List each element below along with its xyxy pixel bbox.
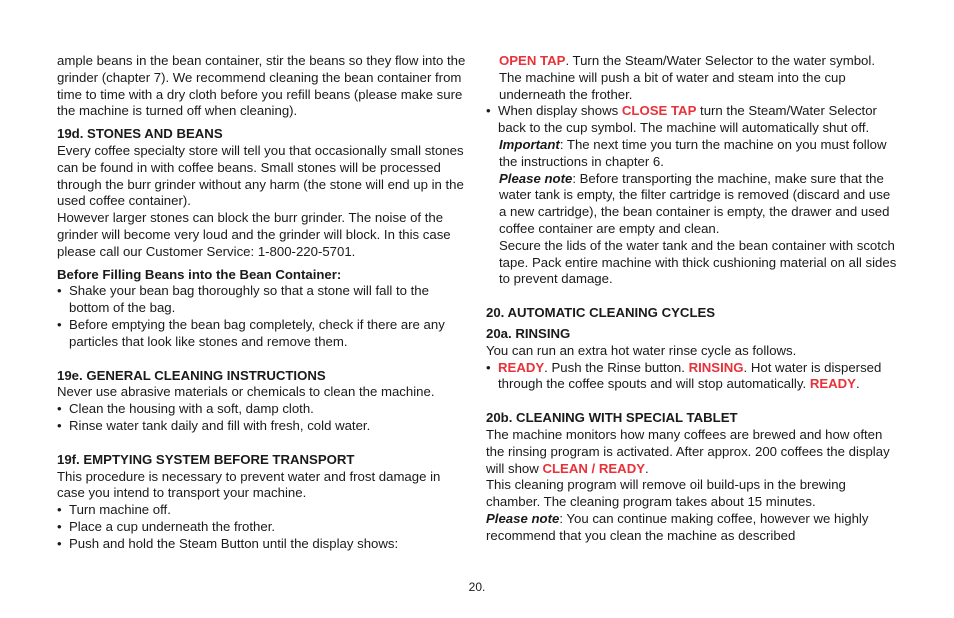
- please-note-label: Please note: [499, 170, 573, 186]
- section-19d-title: 19d. STONES AND BEANS: [57, 126, 223, 142]
- list-item-text: Shake your bean bag thoroughly so that a stone will fall to the bottom of the bag.: [69, 283, 429, 316]
- list-item: [57, 418, 467, 435]
- period: .: [645, 460, 649, 476]
- bullet-icon: •: [57, 502, 62, 518]
- left-column: [57, 53, 467, 553]
- list-item: [57, 536, 467, 553]
- rinsing-text: . Hot water is dispersed through the coffee spouts and will stop automatically.: [498, 359, 882, 392]
- display-clean-ready: CLEAN / READY: [542, 460, 646, 476]
- bullet-icon: •: [57, 518, 62, 534]
- when-display-text: When display shows: [498, 103, 622, 119]
- list-item: [486, 103, 900, 137]
- important-paragraph: [486, 137, 900, 171]
- please-note-paragraph: [486, 171, 900, 238]
- list-item-text: Push and hold the Steam Button until the display shows:: [69, 535, 399, 551]
- important-label: Important: [499, 136, 560, 152]
- open-tap-text: . Turn the Steam/Water Selector to the water symbol. The machine will push a bit of water and steam into the cup underneath the frother.: [499, 53, 875, 102]
- section-20a-paragraph: You can run an extra hot water rinse cycle as follows.: [486, 342, 797, 358]
- section-20b-text: The machine monitors how many coffees are brewed and how often the rinsing program is activated. After approx. 200 coffees the display will show: [486, 426, 890, 476]
- list-item-text: Rinse water tank daily and fill with fresh, cold water.: [69, 417, 371, 433]
- list-item-text: Clean the housing with a soft, damp cloth.: [69, 401, 314, 417]
- section-19f-title: 19f. EMPTYING SYSTEM BEFORE TRANSPORT: [57, 451, 355, 467]
- section-20b-title: 20b. CLEANING WITH SPECIAL TABLET: [486, 410, 738, 426]
- list-item: [57, 317, 467, 351]
- section-20b-paragraph-1: [486, 427, 900, 477]
- please-note-text: : Before transporting the machine, make sure that the water tank is empty, the filter cartridge is removed (discard and use a new cartridge), the bean container is empty, the drawer and used coffee container are empty and clean.: [499, 170, 891, 236]
- intro-paragraph: ample beans in the bean container, stir the beans so they flow into the grinder (chapter 7). We recommend cleaning the bean container from time to time with a dry cloth before you refill beans (please make sure the machine is turned off when cleaning).: [57, 53, 466, 119]
- bullet-icon: •: [486, 359, 491, 375]
- list-item: [57, 283, 467, 317]
- right-column: [486, 53, 900, 545]
- section-19f-paragraph: This procedure is necessary to prevent water and frost damage in case you intend to transport your machine.: [57, 468, 441, 501]
- section-19d-paragraph-2: However larger stones can block the burr grinder. The noise of the grinder will become very loud and the grinder will block. In this case please call our Customer Service: 1-800-220-5701.: [57, 210, 451, 259]
- section-19d-paragraph-1: Every coffee specialty store will tell you that occasionally small stones can be found in with coffee beans. Small stones will be processed through the burr grinder without any harm (the stone will end up in the used coffee container).: [57, 142, 464, 209]
- section-20-title: 20. AUTOMATIC CLEANING CYCLES: [486, 305, 716, 321]
- bullet-icon: •: [57, 283, 62, 299]
- bullet-icon: •: [57, 417, 62, 433]
- period: .: [855, 376, 860, 392]
- before-filling-title: Before Filling Beans into the Bean Container:: [57, 266, 342, 282]
- display-ready: READY: [498, 359, 545, 375]
- display-close-tap: CLOSE TAP: [621, 103, 697, 119]
- list-item: [486, 360, 900, 394]
- please-note-label: Please note: [486, 510, 560, 526]
- bullet-icon: •: [57, 401, 62, 417]
- secure-paragraph: Secure the lids of the water tank and the bean container with scotch tape. Pack entire machine with thick cushioning material on all sides to prevent damage.: [499, 237, 897, 287]
- close-tap-text: turn the Steam/Water Selector back to the cup symbol. The machine will automatically shut off.: [498, 103, 877, 136]
- section-19e-title: 19e. GENERAL CLEANING INSTRUCTIONS: [57, 367, 326, 383]
- bullet-icon: •: [57, 316, 62, 332]
- push-rinse-text: . Push the Rinse button.: [544, 359, 689, 375]
- bullet-icon: •: [57, 535, 62, 551]
- bullet-icon: •: [486, 103, 491, 119]
- open-tap-paragraph: [486, 53, 900, 103]
- display-open-tap: OPEN TAP: [499, 53, 566, 68]
- display-ready: READY: [809, 376, 856, 392]
- important-text: : The next time you turn the machine on you must follow the instructions in chapter 6.: [499, 136, 887, 169]
- page-number: 20.: [468, 580, 486, 594]
- list-item: [57, 502, 467, 519]
- list-item-text: Place a cup underneath the frother.: [69, 518, 276, 534]
- section-20b-note: [486, 511, 900, 545]
- display-rinsing: RINSING: [688, 359, 744, 375]
- section-20a-title: 20a. RINSING: [486, 325, 571, 341]
- please-note-text: : You can continue making coffee, however we highly recommend that you clean the machine as described: [486, 510, 869, 543]
- list-item-text: Before emptying the bean bag completely, check if there are any particles that look like stones and remove them.: [69, 316, 445, 349]
- list-item: [57, 519, 467, 536]
- list-item-text: Turn machine off.: [69, 502, 171, 518]
- section-19e-paragraph: Never use abrasive materials or chemicals to clean the machine.: [57, 384, 435, 400]
- section-20b-paragraph-2: This cleaning program will remove oil build-ups in the brewing chamber. The cleaning program takes about 15 minutes.: [486, 477, 846, 510]
- list-item: [57, 401, 467, 418]
